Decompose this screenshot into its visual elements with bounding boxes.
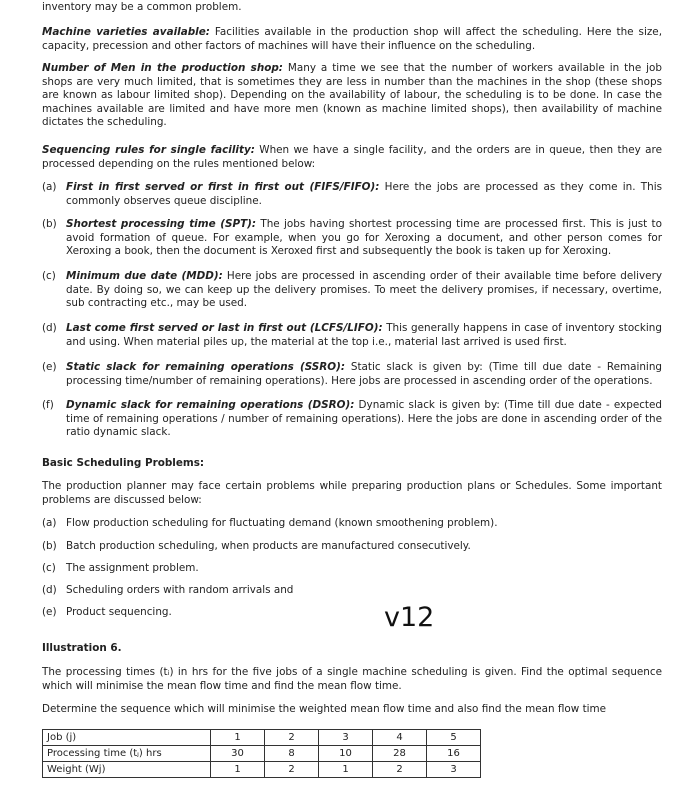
number-of-men-paragraph bbox=[42, 62, 662, 130]
rule-label: (b) bbox=[42, 218, 57, 230]
rule-label: (a) bbox=[42, 181, 57, 193]
machine-varieties-text: Facilities available in the production shop will affect the scheduling. Here the size, capacity, precession and other factors of machines will have their influence on the scheduling. bbox=[42, 26, 662, 52]
machine-varieties-paragraph bbox=[42, 26, 662, 53]
problem-item bbox=[42, 584, 662, 598]
problem-label: (e) bbox=[42, 606, 57, 618]
basic-problems-intro: The production planner may face certain problems while preparing production plans or Schedules. Some important problems are discussed below: bbox=[42, 480, 662, 506]
problem-label: (b) bbox=[42, 540, 57, 552]
table-cell: 1 bbox=[211, 762, 265, 778]
table-row bbox=[43, 762, 481, 778]
problem-item bbox=[42, 606, 662, 620]
problem-item bbox=[42, 540, 662, 554]
rule-term: Static slack for remaining operations (SSRO): bbox=[66, 361, 346, 373]
rule-text: The jobs having shortest processing time are processed first. This is just to avoid formation of queue. For example, when you go for Xeroxing a document, and other person comes for Xeroxing a book, then the document is Xeroxed first and subsequently the book is taken up for Xeroxing. bbox=[66, 218, 662, 258]
illustration-heading: Illustration 6. bbox=[42, 642, 122, 654]
rule-term: Dynamic slack for remaining operations (DSRO): bbox=[66, 399, 355, 411]
table-cell: 10 bbox=[319, 746, 373, 762]
problem-label: (d) bbox=[42, 584, 57, 596]
sequencing-rules-text: When we have a single facility, and the orders are in queue, then they are processed depending on the rules mentioned below: bbox=[42, 144, 662, 170]
rule-term: Last come first served or last in first out (LCFS/LIFO): bbox=[66, 322, 383, 334]
rule-item bbox=[42, 270, 662, 311]
problem-label: (c) bbox=[42, 562, 56, 574]
sequencing-rules-term: Sequencing rules for single facility: bbox=[42, 144, 255, 156]
table-cell: 4 bbox=[373, 730, 427, 746]
problem-text: Batch production scheduling, when products are manufactured consecutively. bbox=[66, 540, 471, 552]
rule-label: (c) bbox=[42, 270, 56, 282]
rule-text: Here jobs are processed in ascending order of their available time before delivery date. By doing so, we can keep up the delivery promises. To meet the delivery promises, if necessary, overtime, sub contracting etc., may be used. bbox=[66, 270, 662, 310]
rule-item bbox=[42, 361, 662, 388]
rule-text: This generally happens in case of inventory stocking and using. When material piles up, the material at the top i.e., material last arrived is used first. bbox=[66, 322, 662, 348]
rule-label: (d) bbox=[42, 322, 57, 334]
number-of-men-term: Number of Men in the production shop: bbox=[42, 62, 283, 74]
rule-label: (f) bbox=[42, 399, 54, 411]
row-header: Weight (Wj) bbox=[43, 762, 211, 778]
table-cell: 5 bbox=[427, 730, 481, 746]
table-cell: 1 bbox=[211, 730, 265, 746]
sequencing-rules-paragraph bbox=[42, 144, 662, 171]
table-cell: 30 bbox=[211, 746, 265, 762]
row-header: Processing time (tⱼ) hrs bbox=[43, 746, 211, 762]
intro-line: inventory may be a common problem. bbox=[42, 1, 242, 13]
rule-term: First in first served or first in first out (FIFS/FIFO): bbox=[66, 181, 380, 193]
machine-varieties-term: Machine varieties available: bbox=[42, 26, 210, 38]
rule-text: Static slack is given by: (Time till due date - Remaining processing time/number of remaining operations). Here jobs are processed in ascending order of the operations. bbox=[66, 361, 662, 387]
illustration-para2: Determine the sequence which will minimise the weighted mean flow time and also find the mean flow time bbox=[42, 703, 607, 715]
table-cell: 28 bbox=[373, 746, 427, 762]
table-cell: 16 bbox=[427, 746, 481, 762]
problem-text: Product sequencing. bbox=[66, 606, 172, 618]
problem-text: Scheduling orders with random arrivals and bbox=[66, 584, 294, 596]
problem-label: (a) bbox=[42, 517, 57, 529]
problem-item bbox=[42, 517, 662, 531]
row-header: Job (j) bbox=[43, 730, 211, 746]
table-cell: 1 bbox=[319, 762, 373, 778]
rule-item bbox=[42, 399, 662, 440]
table-cell: 3 bbox=[427, 762, 481, 778]
table-cell: 2 bbox=[265, 762, 319, 778]
number-of-men-text: Many a time we see that the number of workers available in the job shops are very much limited, that is sometimes they are less in number than the machines in the shop (these shops are known as labour limited shop). Depending on the availability of labour, the scheduling is to be done. In case the machines available are limited and have more men (known as machine limited shops), then availability of machine dictates the scheduling. bbox=[42, 62, 663, 129]
rule-term: Minimum due date (MDD): bbox=[66, 270, 223, 282]
rule-item bbox=[42, 181, 662, 208]
problem-item bbox=[42, 562, 662, 576]
table-cell: 8 bbox=[265, 746, 319, 762]
basic-problems-heading: Basic Scheduling Problems: bbox=[42, 457, 205, 469]
illustration-para1: The processing times (tᵢ) in hrs for the five jobs of a single machine scheduling is given. Find the optimal sequence which will minimise the mean flow time and find the mean flow time. bbox=[42, 666, 662, 692]
rule-item bbox=[42, 218, 662, 259]
table-cell: 3 bbox=[319, 730, 373, 746]
rule-item bbox=[42, 322, 662, 349]
jobs-table bbox=[42, 729, 481, 778]
rule-label: (e) bbox=[42, 361, 57, 373]
handwritten-stamp: v12 bbox=[384, 602, 435, 633]
table-cell: 2 bbox=[265, 730, 319, 746]
table-cell: 2 bbox=[373, 762, 427, 778]
rule-text: Dynamic slack is given by: (Time till due date - expected time of remaining operations / number of remaining operations). Here the jobs are done in ascending order of the ratio dynamic slack. bbox=[66, 399, 662, 439]
problem-text: Flow production scheduling for fluctuating demand (known smoothening problem). bbox=[66, 517, 498, 529]
rule-term: Shortest processing time (SPT): bbox=[66, 218, 257, 230]
table-row bbox=[43, 746, 481, 762]
rule-text: Here the jobs are processed as they come in. This commonly observes queue discipline. bbox=[66, 181, 662, 207]
table-row bbox=[43, 730, 481, 746]
problem-text: The assignment problem. bbox=[66, 562, 199, 574]
